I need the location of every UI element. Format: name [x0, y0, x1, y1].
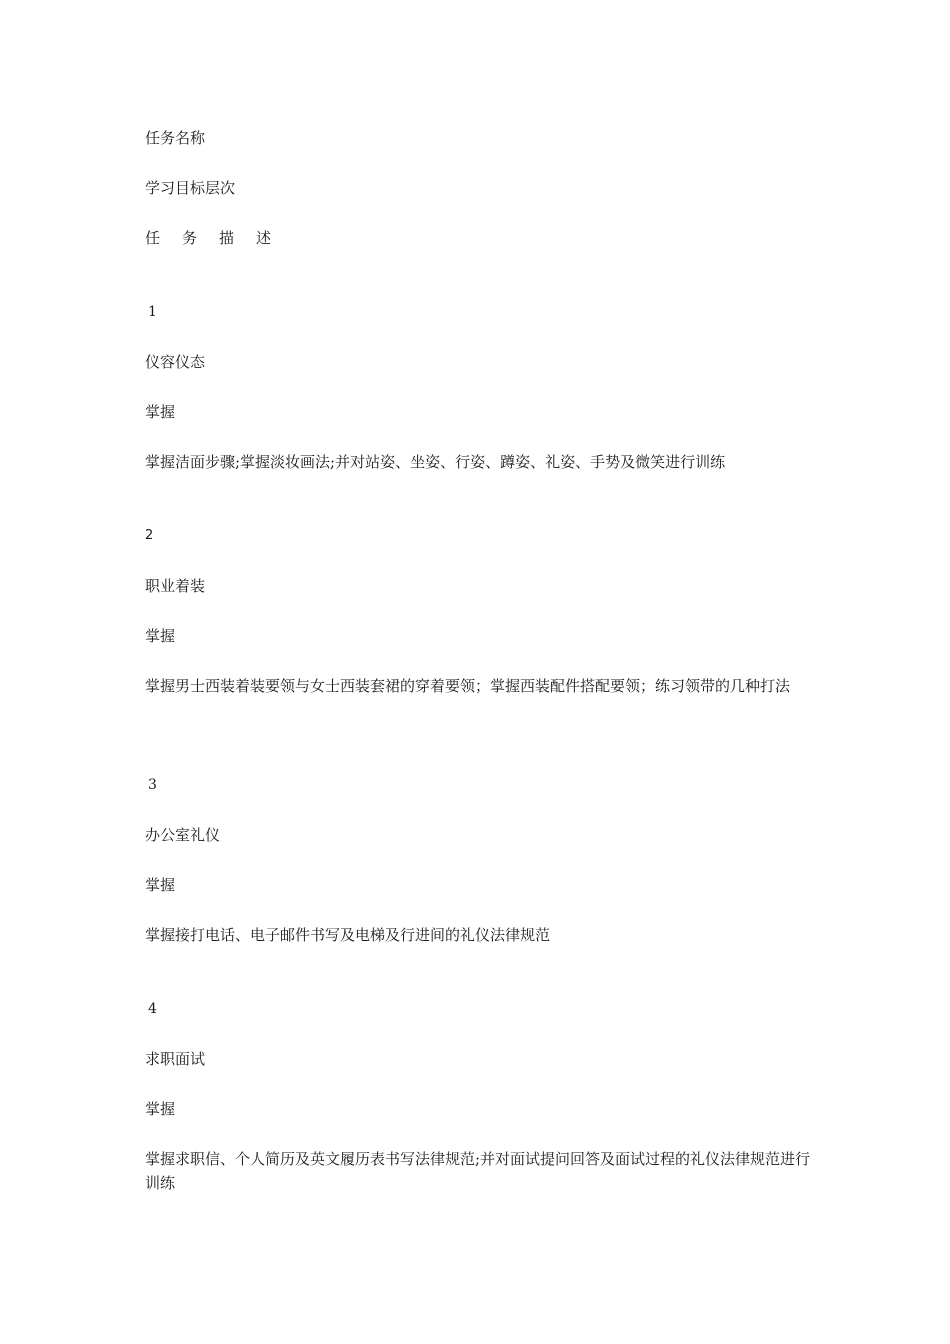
- row-number: 1: [148, 304, 157, 320]
- row-description: 掌握洁面步骤;掌握淡妆画法;并对站姿、坐姿、行姿、蹲姿、礼姿、手势及微笑进行训练: [145, 453, 726, 471]
- row-description: 掌握接打电话、电子邮件书写及电梯及行进间的礼仪法律规范: [145, 926, 551, 944]
- row-number: 2: [145, 528, 154, 543]
- row-task-name: 求职面试: [145, 1050, 206, 1068]
- row-task-name: 职业着装: [145, 577, 206, 595]
- header-task-description: [145, 226, 293, 250]
- header-desc-char: 描: [219, 229, 235, 247]
- row-level: 掌握: [145, 876, 176, 894]
- header-learning-level: 学习目标层次: [145, 179, 236, 197]
- header-desc-char: 务: [182, 229, 198, 247]
- row-number: 4: [148, 1001, 157, 1017]
- header-desc-char: 述: [256, 229, 272, 247]
- row-level: 掌握: [145, 1100, 176, 1118]
- row-level: 掌握: [145, 403, 176, 421]
- row-task-name: 仪容仪态: [145, 353, 206, 371]
- row-task-name: 办公室礼仪: [145, 826, 221, 844]
- header-task-name: 任务名称: [145, 129, 206, 147]
- header-desc-char: 任: [145, 229, 161, 247]
- row-description: 掌握求职信、个人简历及英文履历表书写法律规范;并对面试提问回答及面试过程的礼仪法律规范进行训练: [145, 1150, 811, 1192]
- row-description: 掌握男士西装着装要领与女士西装套裙的穿着要领；掌握西装配件搭配要领；练习领带的几种打法: [145, 677, 791, 695]
- row-number: 3: [148, 777, 157, 793]
- row-level: 掌握: [145, 627, 176, 645]
